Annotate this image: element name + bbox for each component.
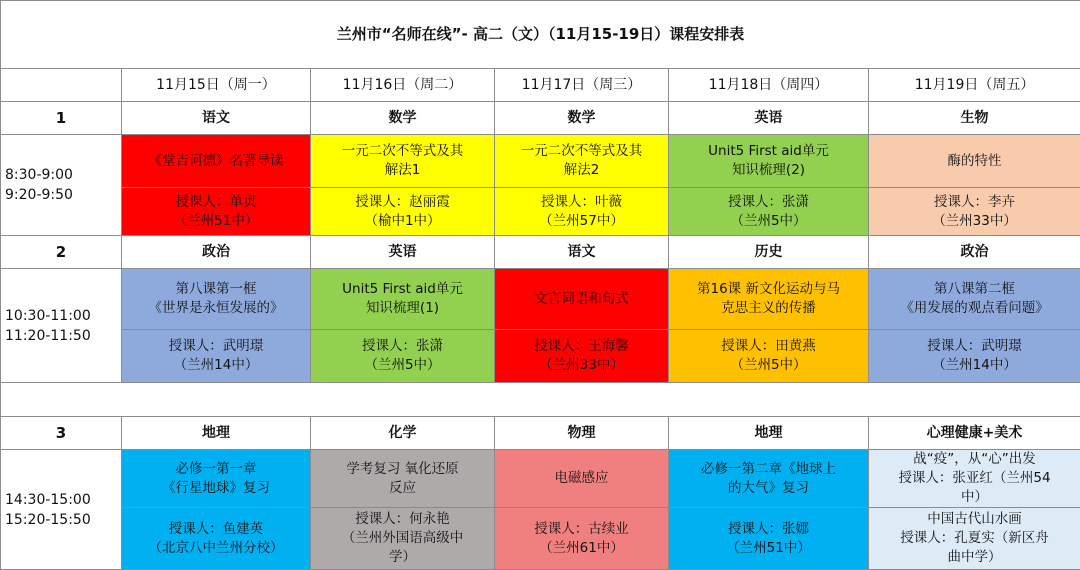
topic-text: 《用发展的观点看问题》 (873, 299, 1076, 318)
topic-text: 学考复习 氧化还原 (315, 460, 490, 479)
teacher-row (1, 508, 1080, 570)
topic-cell (122, 269, 311, 330)
corner-cell (1, 69, 122, 102)
teacher-text: 授课人：古续业 (499, 520, 664, 539)
teacher-cell (122, 188, 311, 236)
topic-cell (495, 135, 669, 188)
subject-cell: 地理 (122, 417, 311, 450)
period-number: 2 (1, 236, 122, 269)
topic-text: 《世界是永恒发展的》 (126, 299, 306, 318)
teacher-row (1, 330, 1080, 383)
teacher-text: （榆中1中） (315, 212, 490, 231)
time-text: 10:30-11:00 (5, 306, 117, 326)
day-header: 11月16日（周二） (311, 69, 495, 102)
topic-row (1, 135, 1080, 188)
period-subject-row (1, 417, 1080, 450)
topic-text: Unit5 First aid单元 (315, 280, 490, 299)
subject-cell: 地理 (669, 417, 869, 450)
subject-cell: 英语 (311, 236, 495, 269)
period-number: 3 (1, 417, 122, 450)
subject-cell: 数学 (311, 102, 495, 135)
topic-text: 《堂吉诃德》名著导读 (126, 152, 306, 171)
teacher-text: （兰州5中） (315, 356, 490, 375)
teacher-text: （兰州5中） (673, 212, 864, 231)
title-row (1, 1, 1080, 69)
period-number: 1 (1, 102, 122, 135)
subject-cell: 生物 (869, 102, 1080, 135)
teacher-cell (669, 508, 869, 570)
teacher-text: 授课人：田黄燕 (673, 337, 864, 356)
subject-cell: 英语 (669, 102, 869, 135)
day-header: 11月19日（周五） (869, 69, 1080, 102)
time-cell (1, 450, 122, 570)
topic-cell (869, 269, 1080, 330)
teacher-text: （兰州57中） (499, 212, 664, 231)
teacher-text: 授课人：张潇 (673, 193, 864, 212)
topic-text: 电磁感应 (499, 469, 664, 488)
teacher-cell (495, 508, 669, 570)
teacher-cell (869, 508, 1080, 570)
topic-text: 解法2 (499, 161, 664, 180)
teacher-text: 中国古代山水画 (873, 510, 1076, 529)
topic-text: 战“疫”，从“心”出发 (873, 450, 1076, 469)
teacher-cell (311, 330, 495, 383)
topic-row (1, 450, 1080, 508)
topic-text: 第八课第二框 (873, 280, 1076, 299)
teacher-text: （兰州51中） (126, 212, 306, 231)
topic-text: 第八课第一框 (126, 280, 306, 299)
teacher-text: （兰州33中） (873, 212, 1076, 231)
topic-cell (669, 135, 869, 188)
topic-text: 必修一第二章《地球上 (673, 460, 864, 479)
topic-cell (869, 450, 1080, 508)
topic-text: 克思主义的传播 (673, 299, 864, 318)
subject-cell: 心理健康+美术 (869, 417, 1080, 450)
teacher-text: 学） (315, 548, 490, 567)
topic-text: 解法1 (315, 161, 490, 180)
time-text: 9:20-9:50 (5, 185, 117, 205)
teacher-cell (669, 188, 869, 236)
teacher-text: （兰州33中） (499, 356, 664, 375)
teacher-cell (122, 508, 311, 570)
topic-cell (669, 450, 869, 508)
topic-text: 一元二次不等式及其 (499, 142, 664, 161)
day-header: 11月17日（周三） (495, 69, 669, 102)
topic-cell (311, 450, 495, 508)
date-header-row (1, 69, 1080, 102)
teacher-text: 授课人：孔夏实（新区舟 (873, 529, 1076, 548)
time-text: 11:20-11:50 (5, 326, 117, 346)
subject-cell: 物理 (495, 417, 669, 450)
day-header: 11月15日（周一） (122, 69, 311, 102)
topic-text: 必修一第一章 (126, 460, 306, 479)
topic-text: 知识梳理(2) (673, 161, 864, 180)
topic-cell (311, 135, 495, 188)
subject-cell: 语文 (122, 102, 311, 135)
teacher-text: 授课人：李卉 (873, 193, 1076, 212)
teacher-text: 授课人：鱼建英 (126, 520, 306, 539)
teacher-text: 曲中学） (873, 548, 1076, 567)
page-title: 兰州市“名师在线”- 高二（文）（11月15-19日）课程安排表 (1, 1, 1080, 69)
subject-cell: 化学 (311, 417, 495, 450)
topic-cell (311, 269, 495, 330)
topic-text: 中） (873, 488, 1076, 507)
topic-row (1, 269, 1080, 330)
teacher-text: 授课人：武明璟 (873, 337, 1076, 356)
topic-text: 第16课 新文化运动与马 (673, 280, 864, 299)
period-subject-row (1, 102, 1080, 135)
topic-text: 《行星地球》复习 (126, 479, 306, 498)
time-text: 14:30-15:00 (5, 490, 117, 510)
topic-text: Unit5 First aid单元 (673, 142, 864, 161)
subject-cell: 政治 (869, 236, 1080, 269)
day-header: 11月18日（周四） (669, 69, 869, 102)
teacher-text: 授课人：何永艳 (315, 510, 490, 529)
topic-text: 知识梳理(1) (315, 299, 490, 318)
topic-cell (495, 450, 669, 508)
teacher-text: 授课人：单贞 (126, 193, 306, 212)
teacher-text: （兰州14中） (126, 356, 306, 375)
teacher-row (1, 188, 1080, 236)
time-text: 8:30-9:00 (5, 165, 117, 185)
subject-cell: 历史 (669, 236, 869, 269)
teacher-text: 授课人：叶薇 (499, 193, 664, 212)
subject-cell: 政治 (122, 236, 311, 269)
topic-text: 一元二次不等式及其 (315, 142, 490, 161)
teacher-text: 授课人：张娜 (673, 520, 864, 539)
teacher-text: （兰州51中） (673, 539, 864, 558)
topic-cell (122, 135, 311, 188)
teacher-cell (495, 188, 669, 236)
topic-text: 酶的特性 (873, 152, 1076, 171)
spacer-cell (1, 383, 1080, 417)
topic-cell (669, 269, 869, 330)
teacher-text: 授课人：张潇 (315, 337, 490, 356)
subject-cell: 语文 (495, 236, 669, 269)
teacher-text: （兰州外国语高级中 (315, 529, 490, 548)
period-subject-row (1, 236, 1080, 269)
time-cell (1, 135, 122, 236)
teacher-text: （兰州14中） (873, 356, 1076, 375)
teacher-cell (869, 330, 1080, 383)
spacer-row (1, 383, 1080, 417)
topic-cell (122, 450, 311, 508)
teacher-cell (869, 188, 1080, 236)
teacher-cell (122, 330, 311, 383)
teacher-text: （兰州61中） (499, 539, 664, 558)
subject-cell: 数学 (495, 102, 669, 135)
topic-text: 文言词语和句式 (499, 290, 664, 309)
teacher-text: 授课人：王海馨 (499, 337, 664, 356)
teacher-cell (495, 330, 669, 383)
teacher-text: 授课人：赵丽霞 (315, 193, 490, 212)
teacher-text: （北京八中兰州分校） (126, 539, 306, 558)
topic-text: 的大气》复习 (673, 479, 864, 498)
topic-text: 授课人：张亚红（兰州54 (873, 469, 1076, 488)
teacher-text: （兰州5中） (673, 356, 864, 375)
teacher-cell (669, 330, 869, 383)
time-cell (1, 269, 122, 383)
topic-cell (495, 269, 669, 330)
teacher-text: 授课人：武明璟 (126, 337, 306, 356)
teacher-cell (311, 508, 495, 570)
topic-text: 反应 (315, 479, 490, 498)
teacher-cell (311, 188, 495, 236)
topic-cell (869, 135, 1080, 188)
time-text: 15:20-15:50 (5, 510, 117, 530)
